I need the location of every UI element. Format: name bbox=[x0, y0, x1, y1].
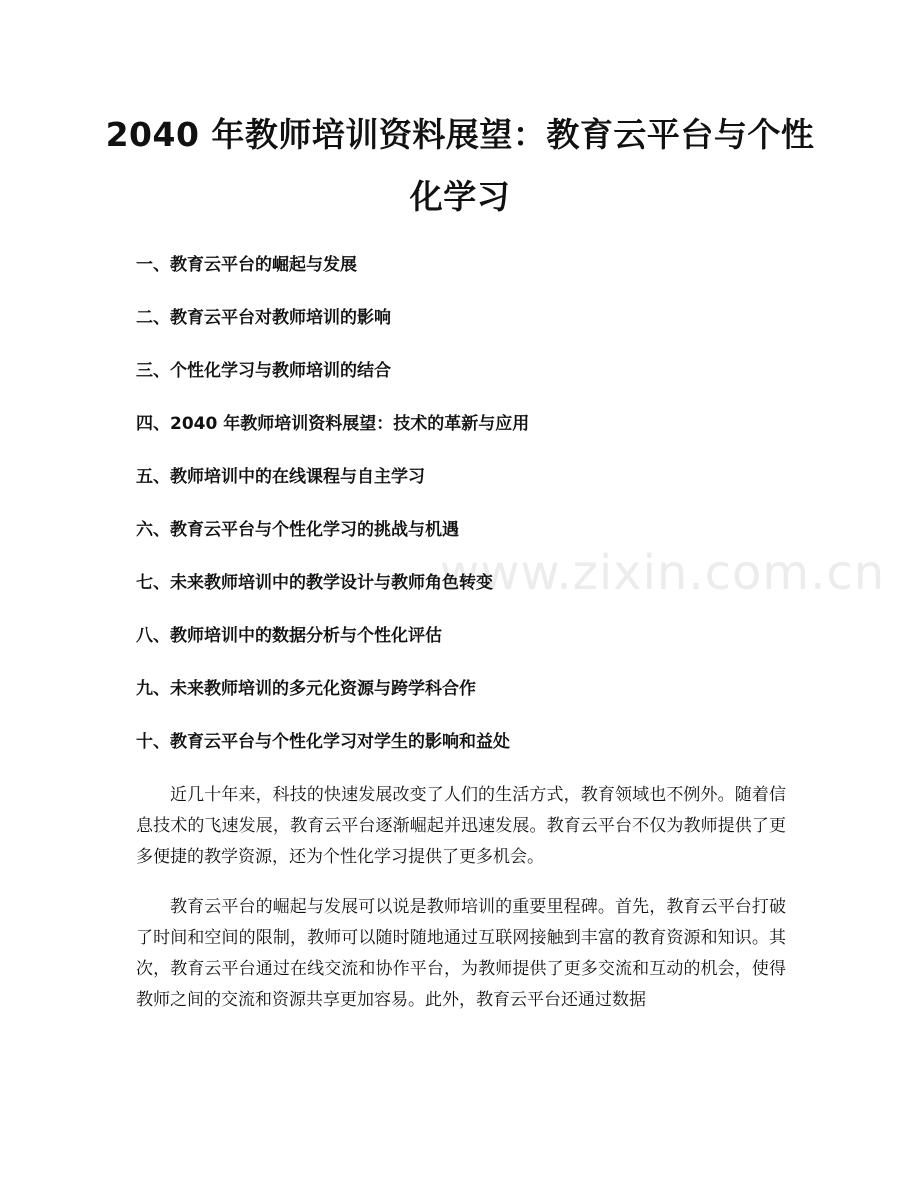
toc-item-7: 七、未来教师培训中的教学设计与教师角色转变 bbox=[136, 573, 493, 593]
toc-item-8: 八、教师培训中的数据分析与个性化评估 bbox=[136, 626, 442, 646]
watermark: www.zixin.com.cn bbox=[440, 545, 886, 601]
paragraph-1: 近几十年来，科技的快速发展改变了人们的生活方式，教育领域也不例外。随着信息技术的飞速发展，教育云平台逐渐崛起并迅速发展。教育云平台不仅为教师提供了更多便捷的教学资源，还为个性化学习提供了更多机会。 bbox=[136, 785, 786, 867]
body-text bbox=[136, 780, 786, 1035]
toc-item-3: 三、个性化学习与教师培训的结合 bbox=[136, 361, 391, 381]
paragraph-2: 教育云平台的崛起与发展可以说是教师培训的重要里程碑。首先，教育云平台打破了时间和空间的限制，教师可以随时随地通过互联网接触到丰富的教育资源和知识。其次，教育云平台通过在线交流和协作平台，为教师提供了更多交流和互动的机会，使得教师之间的交流和资源共享更加容易。此外，教育云平台还通过数据 bbox=[136, 897, 786, 1010]
document-title: 2040 年教师培训资料展望：教育云平台与个性化学习 bbox=[105, 115, 815, 216]
toc-item-4: 四、2040 年教师培训资料展望：技术的革新与应用 bbox=[136, 414, 530, 434]
toc-item-6: 六、教育云平台与个性化学习的挑战与机遇 bbox=[136, 520, 459, 540]
toc-item-5: 五、教师培训中的在线课程与自主学习 bbox=[136, 467, 425, 487]
toc-item-2: 二、教育云平台对教师培训的影响 bbox=[136, 308, 391, 328]
table-of-contents bbox=[136, 250, 796, 780]
toc-item-1: 一、教育云平台的崛起与发展 bbox=[136, 255, 357, 275]
toc-item-10: 十、教育云平台与个性化学习对学生的影响和益处 bbox=[136, 732, 510, 752]
toc-item-9: 九、未来教师培训的多元化资源与跨学科合作 bbox=[136, 679, 476, 699]
